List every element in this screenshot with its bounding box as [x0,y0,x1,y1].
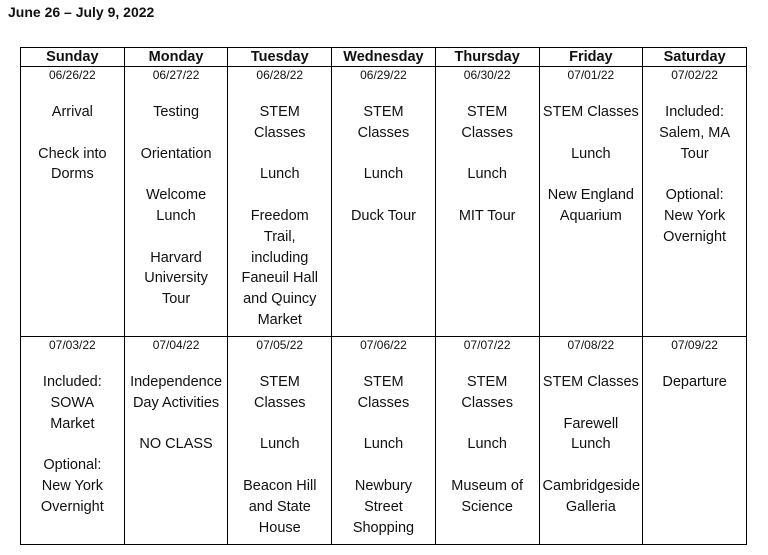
day-events [439,102,536,227]
day-events [335,372,432,538]
day-cell [332,67,436,337]
day-header-wednesday: Wednesday [332,48,436,67]
event-item: Optional: New York Overnight [663,187,727,245]
event-item: STEM Classes [253,104,306,141]
event-item: Beacon Hill and State House [243,477,317,536]
event-item: Cambridgeside Galleria [542,477,641,515]
day-date: 06/30/22 [463,68,511,82]
week-row [21,67,747,337]
day-date: 07/05/22 [256,338,304,352]
page-title: June 26 – July 9, 2022 [8,4,155,20]
day-events [24,372,121,518]
weekday-header-row [21,48,747,67]
day-header-saturday: Saturday [643,48,747,67]
day-cell [539,337,643,545]
day-date: 06/26/22 [48,68,96,82]
day-events [543,102,640,227]
day-date: 07/02/22 [671,68,718,82]
day-events [646,102,743,248]
day-events [128,102,225,310]
day-cell [643,67,747,337]
event-item: NO CLASS [139,436,213,453]
event-item: Lunch [571,145,611,162]
day-date: 06/29/22 [360,68,407,82]
day-header-sunday: Sunday [21,48,125,67]
day-header-friday: Friday [539,48,643,67]
event-item: Orientation [140,145,212,162]
day-header-tuesday: Tuesday [228,48,332,67]
event-item: Optional: New York Overnight [40,457,104,515]
event-item: Museum of Science [451,477,524,515]
event-item: Check into Dorms [38,145,107,183]
event-item: STEM Classes [461,374,513,411]
day-events [543,372,640,518]
event-item: Arrival [51,104,93,120]
event-item: STEM Classes [253,374,306,411]
event-item: Farewell Lunch [563,415,619,453]
week-row [21,337,747,545]
day-date: 06/28/22 [256,68,304,82]
event-item: Duck Tour [350,207,416,224]
event-item: STEM Classes [542,374,639,390]
event-item: Included: SOWA Market [42,374,102,432]
event-item: Lunch [363,166,404,183]
event-item: Departure [662,374,727,390]
event-item: Welcome Lunch [145,187,207,224]
day-cell [228,337,332,545]
day-cell [21,67,125,337]
day-header-monday: Monday [124,48,228,67]
event-item: Included: Salem, MA Tour [659,104,731,162]
event-item: STEM Classes [461,104,513,141]
day-cell [643,337,747,545]
event-item: Testing [153,104,200,120]
day-events [335,102,432,227]
day-cell [332,337,436,545]
day-date: 07/07/22 [463,338,511,352]
day-date: 07/08/22 [567,338,615,352]
day-cell [539,67,643,337]
day-events [128,372,225,455]
day-date: 07/01/22 [567,68,615,82]
day-date: 07/04/22 [152,338,200,352]
event-item: Lunch [363,436,404,453]
event-item: Harvard University Tour [144,249,208,308]
event-item: STEM Classes [542,104,639,120]
event-item: New England Aquarium [547,187,634,224]
event-item: STEM Classes [357,374,410,411]
event-item: Lunch [467,436,507,453]
day-cell [435,67,539,337]
event-item: Independence Day Activities [130,374,223,411]
day-date: 07/03/22 [48,338,96,352]
day-date: 07/06/22 [360,338,407,352]
day-events [231,372,328,538]
day-header-thursday: Thursday [435,48,539,67]
day-events [646,372,743,393]
schedule-calendar [20,47,747,545]
event-item: Newbury Street Shopping [352,477,415,536]
day-events [24,102,121,185]
day-date: 07/09/22 [671,338,718,352]
event-item: STEM Classes [357,104,410,141]
day-cell [124,337,228,545]
day-events [439,372,536,518]
day-cell [435,337,539,545]
day-cell [124,67,228,337]
event-item: Lunch [467,166,507,183]
event-item: Lunch [260,436,300,453]
event-item: MIT Tour [458,207,516,224]
day-events [231,102,328,331]
day-date: 06/27/22 [152,68,200,82]
day-cell [228,67,332,337]
day-cell [21,337,125,545]
event-item: Freedom Trail, including Faneuil Hall and Quincy Market [241,207,319,328]
event-item: Lunch [260,166,300,183]
